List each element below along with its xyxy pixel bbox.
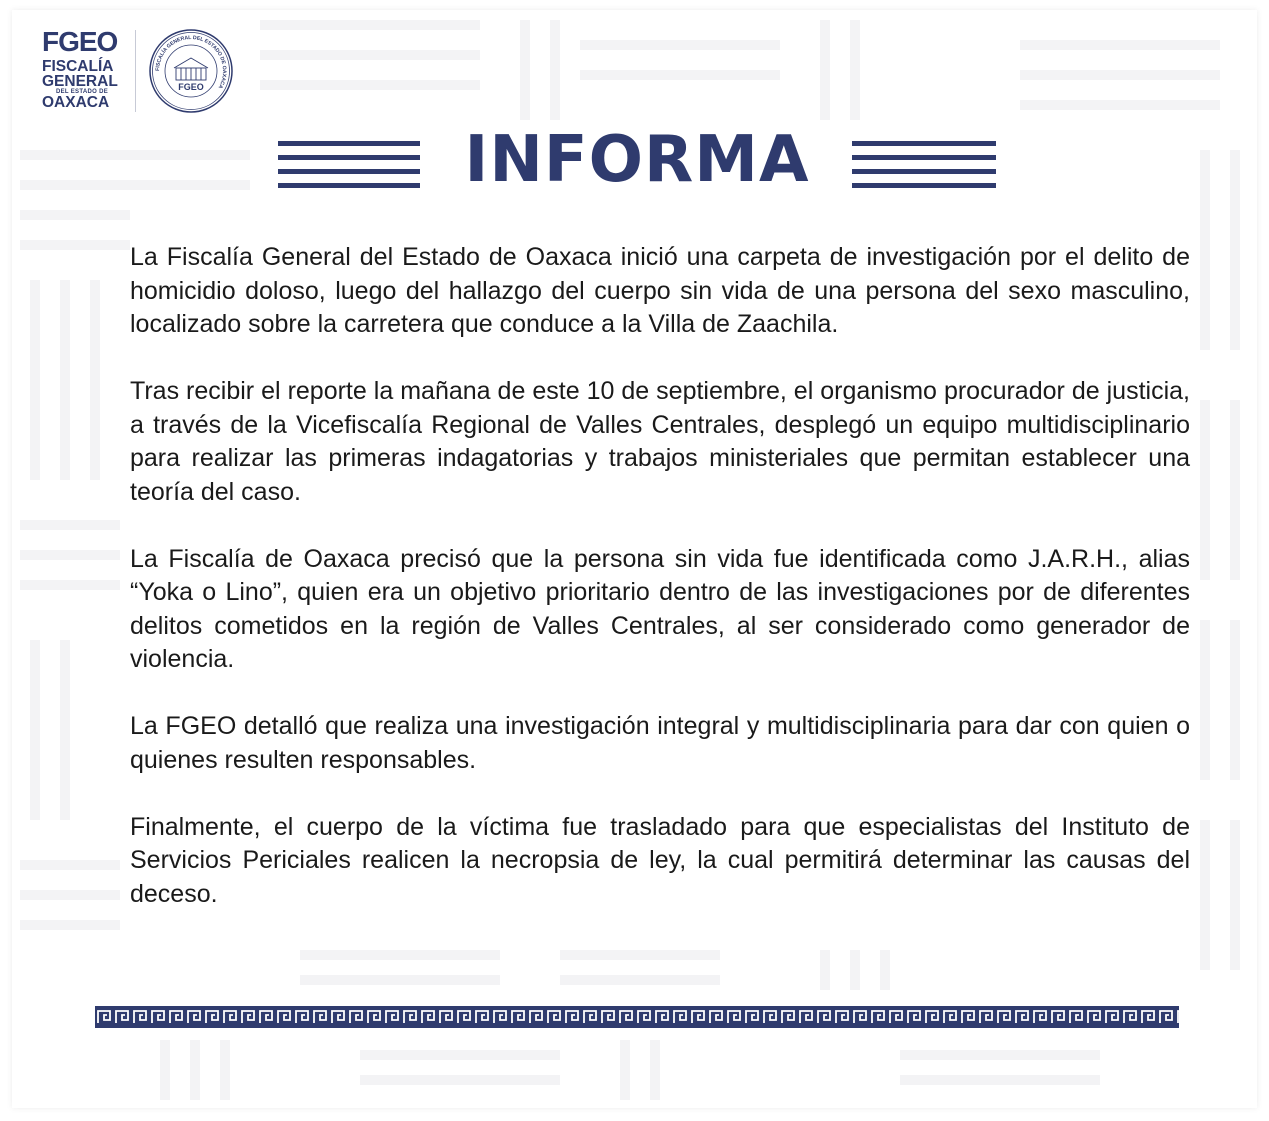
logo-name-line2: GENERAL: [42, 73, 118, 90]
greek-key-border: [95, 1006, 1179, 1028]
seal-ring-text: FISCALÍA GENERAL DEL ESTADO DE OAXACA: [154, 34, 228, 90]
paragraph: La Fiscalía General del Estado de Oaxaca inició una carpeta de investigación por el delito de homicidio doloso, luego del hallazgo del cuerpo sin vida de una persona del sexo masculino, localizado sobre la carretera que conduce a la Villa de Zaachila.: [130, 243, 1190, 338]
paragraph: La Fiscalía de Oaxaca precisó que la persona sin vida fue identificada como J.A.R.H., alias “Yoka o Lino”, quien era un objetivo prioritario dentro de las investigaciones por de diferentes delitos cometidos en la región de Valles Centrales, al ser considerado como generador de violencia.: [130, 544, 1190, 673]
logo-name-line3: OAXACA: [42, 94, 110, 111]
state-seal-icon: [148, 28, 234, 114]
title-banner: [0, 123, 1269, 198]
page-title: INFORMA: [464, 123, 810, 197]
paragraph: La FGEO detalló que realiza una investigación integral y multidisciplinaria para dar con quien o quienes resulten responsables.: [130, 712, 1190, 774]
paragraph: Tras recibir el reporte la mañana de este 10 de septiembre, el organismo procurador de justicia, a través de la Vicefiscalía Regional de Valles Centrales, desplegó un equipo multidisciplinario para realizar las primeras indagatorias y trabajos ministeriales que permitan establecer una teoría del caso.: [130, 377, 1190, 506]
logo-abbreviation: FGEO: [42, 26, 118, 57]
paragraph: Finalmente, el cuerpo de la víctima fue trasladado para que especialistas del Instituto de Servicios Periciales realicen la necropsia de ley, la cual permitirá determinar las causas del deceso.: [130, 812, 1190, 908]
seal-center-text: FGEO: [178, 82, 204, 92]
logo-name-line1: FISCALÍA: [42, 58, 114, 75]
logo-institution-name: [42, 59, 126, 110]
title-rule-left: [278, 141, 420, 197]
press-release-body: [130, 241, 1190, 945]
fgeo-logo: [42, 28, 242, 118]
title-rule-right: [852, 141, 996, 197]
logo-name-small: DEL ESTADO DE: [55, 89, 109, 95]
logo-divider: [135, 30, 136, 112]
